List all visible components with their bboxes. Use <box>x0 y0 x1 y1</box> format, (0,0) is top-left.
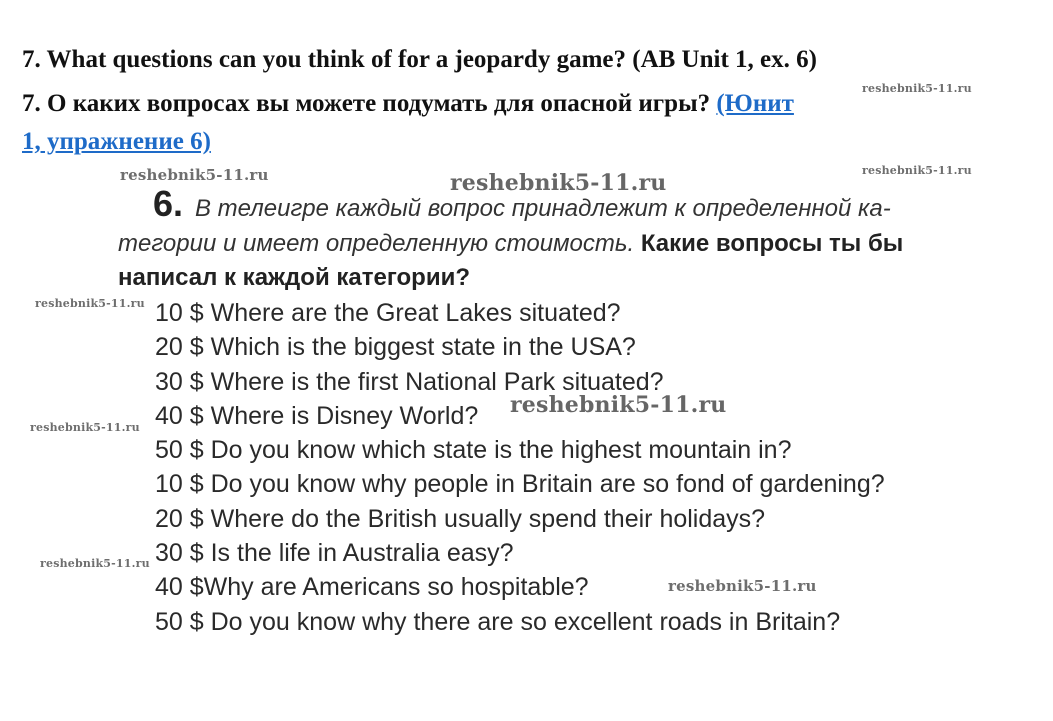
exercise-title-ru-text: 7. О каких вопросах вы можете подумать для опасной игры? <box>22 90 717 117</box>
task-question-line3: написал к каждой категории? <box>118 264 470 291</box>
watermark: reshebnik5-11.ru <box>120 166 269 184</box>
task-number: 6. <box>153 183 184 224</box>
exercise-title-en: 7. What questions can you think of for a jeopardy game? (AB Unit 1, ex. 6) <box>22 46 817 73</box>
answer-item: 30 $ Where is the first National Park situated? <box>155 367 664 396</box>
answer-item: 20 $ Which is the biggest state in the USA? <box>155 333 636 362</box>
task-instruction-line1: В телеигре каждый вопрос принадлежит к определенной ка- <box>195 195 891 222</box>
exercise-title-ru-cont <box>22 127 211 157</box>
exercise-title-ru <box>22 89 794 119</box>
watermark: reshebnik5-11.ru <box>30 421 140 434</box>
answer-item: 40 $Why are Americans so hospitable? <box>155 573 589 602</box>
task-instruction-line2 <box>118 228 903 259</box>
task-instruction-italic: тегории и имеет определенную стоимость. <box>118 230 635 257</box>
answer-item: 10 $ Do you know why people in Britain are so fond of gardening? <box>155 470 885 499</box>
task-question-bold: Какие вопросы ты бы <box>634 230 904 257</box>
watermark: reshebnik5-11.ru <box>450 170 667 196</box>
unit-link-part2[interactable]: 1, упражнение 6) <box>22 128 211 155</box>
unit-link-part1[interactable]: (Юнит <box>716 90 794 117</box>
watermark: reshebnik5-11.ru <box>35 297 145 310</box>
answer-item: 30 $ Is the life in Australia easy? <box>155 539 514 568</box>
watermark: reshebnik5-11.ru <box>510 392 727 418</box>
watermark: reshebnik5-11.ru <box>862 164 972 177</box>
answer-item: 10 $ Where are the Great Lakes situated? <box>155 299 621 327</box>
answer-list <box>155 296 885 639</box>
watermark: reshebnik5-11.ru <box>40 557 150 570</box>
watermark: reshebnik5-11.ru <box>668 577 817 595</box>
answer-item: 50 $ Do you know which state is the highest mountain in? <box>155 436 792 465</box>
answer-item: 40 $ Where is Disney World? <box>155 401 479 430</box>
watermark: reshebnik5-11.ru <box>862 82 972 95</box>
answer-item: 20 $ Where do the British usually spend their holidays? <box>155 504 766 533</box>
answer-item: 50 $ Do you know why there are so excellent roads in Britain? <box>155 607 841 636</box>
